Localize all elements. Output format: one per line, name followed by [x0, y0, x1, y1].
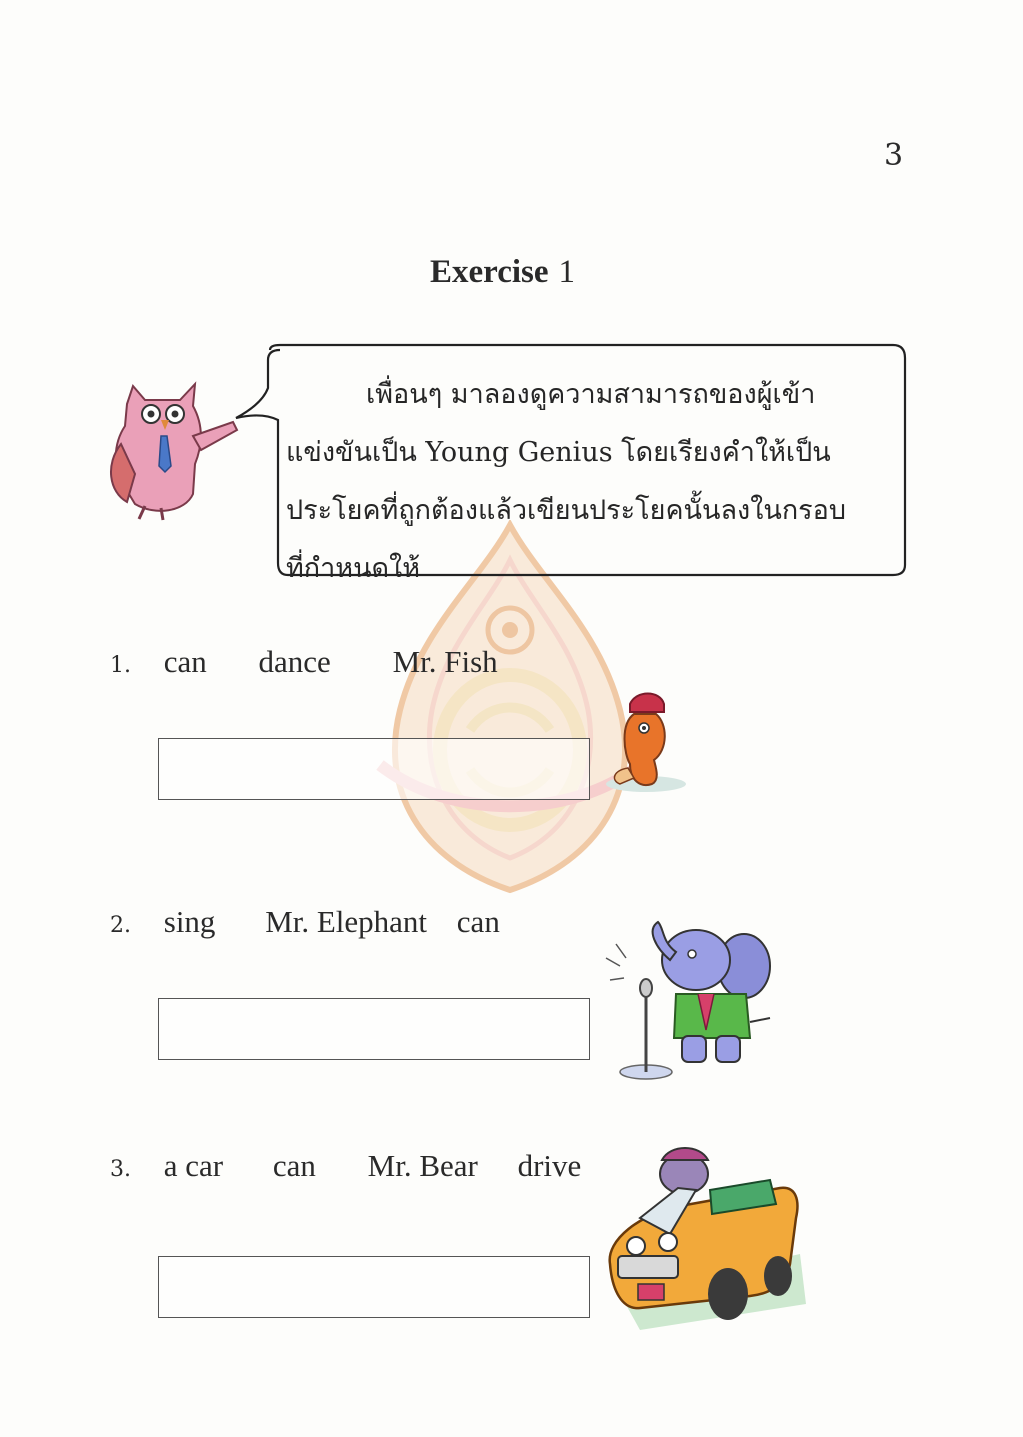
exercise-title-number: 1	[558, 254, 576, 290]
answer-box-3[interactable]	[158, 1256, 590, 1318]
page-number: 3	[884, 138, 904, 173]
question-2	[110, 904, 500, 940]
question-number: 3.	[110, 1157, 131, 1182]
instruction-line: เพื่อนๆ มาลองดูความสามารถของผู้เข้า	[366, 379, 816, 410]
bear-car-icon	[600, 1144, 814, 1330]
instruction-text	[286, 366, 890, 598]
question-number: 1.	[110, 653, 131, 678]
exercise-title-label: Exercise	[430, 254, 549, 290]
instruction-line: ที่กำหนดให้	[286, 553, 421, 584]
instruction-line: ประโยคที่ถูกต้องแล้วเขียนประโยคนั้นลงในกรอบ	[286, 495, 847, 526]
word-tile: Mr. Elephant	[265, 904, 428, 939]
answer-box-1[interactable]	[158, 738, 590, 800]
word-tile: dance	[258, 644, 331, 679]
question-3	[110, 1148, 581, 1184]
word-tile: sing	[163, 904, 216, 939]
word-tile: drive	[517, 1148, 582, 1183]
question-1	[110, 644, 498, 680]
word-tile: can	[272, 1148, 316, 1183]
word-tile: Mr. Fish	[392, 644, 498, 679]
word-tile: a car	[163, 1148, 224, 1183]
fish-icon	[600, 684, 692, 798]
elephant-icon	[596, 918, 776, 1084]
owl-icon	[105, 374, 245, 524]
word-tile: can	[163, 644, 207, 679]
answer-box-2[interactable]	[158, 998, 590, 1060]
question-number: 2.	[110, 913, 131, 938]
word-tile: can	[456, 904, 500, 939]
instruction-line: แข่งขันเป็น Young Genius โดยเรียงคำให้เป็น	[286, 437, 831, 468]
word-tile: Mr. Bear	[367, 1148, 478, 1183]
